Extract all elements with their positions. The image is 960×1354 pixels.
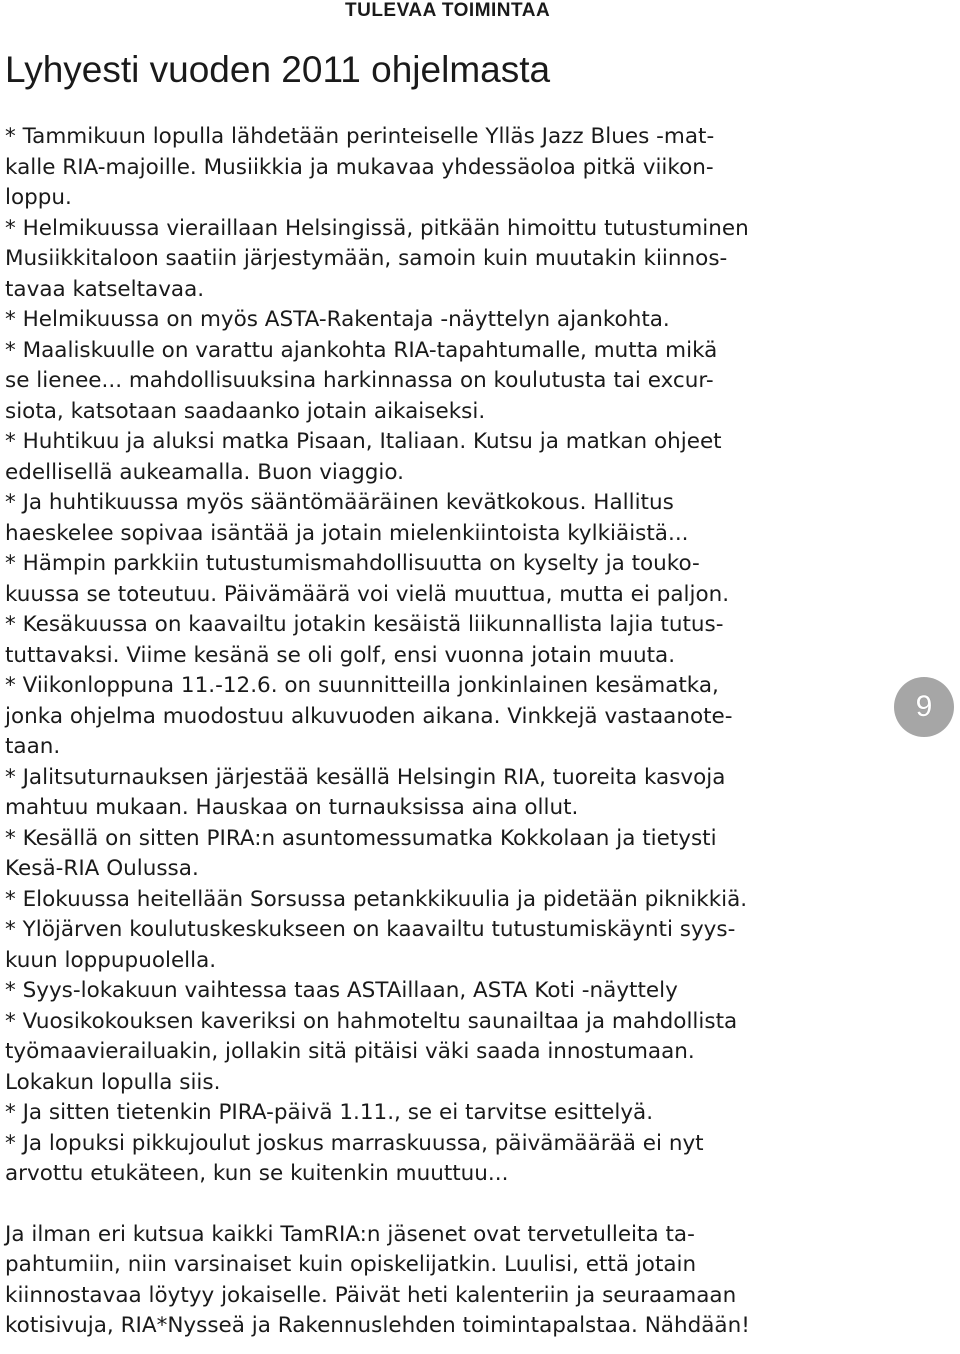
article-heading: Lyhyesti vuoden 2011 ohjelmasta xyxy=(5,49,551,90)
program-item: * Tammikuun lopulla lähdetään perinteiselle Ylläs Jazz Blues -mat- kalle RIA-majoille. Musiikkia ja mukavaa yhdessäoloa pitkä viikon- loppu. xyxy=(5,124,715,210)
closing-paragraph: Ja ilman eri kutsua kaikki TamRIA:n jäsenet ovat tervetulleita ta- pahtumiin, niin varsinaiset kuin opiskelijatkin. Luulisi, että jotain kiinnostavaa löytyy jokaiselle. Päivät heti kalenteriin ja seuraamaan kotisivuja, RIA*Nysseä ja Rakennuslehden toimintapalstaa. Nähdään! xyxy=(5,1221,750,1338)
program-item: * Helmikuussa on myös ASTA-Rakentaja -näyttelyn ajankohta. xyxy=(5,307,670,332)
program-item: * Viikonloppuna 11.-12.6. on suunnitteilla jonkinlainen kesämatka, jonka ohjelma muodostuu alkuvuoden aikana. Vinkkejä vastaanote- taan. xyxy=(5,673,733,759)
program-item: * Jalitsuturnauksen järjestää kesällä Helsingin RIA, tuoreita kasvoja mahtuu mukaan. Hauskaa on turnauksissa aina ollut. xyxy=(5,764,726,820)
program-item: * Hämpin parkkiin tutustumismahdollisuutta on kyselty ja touko- kuussa se toteutuu. Päivämäärä voi vielä muuttua, mutta ei paljon. xyxy=(5,551,730,607)
article-body xyxy=(5,122,885,1342)
section-label: TULEVAA TOIMINTAA xyxy=(345,0,551,21)
program-item: * Kesällä on sitten PIRA:n asuntomessumatka Kokkolaan ja tietysti Kesä-RIA Oulussa. xyxy=(5,825,717,881)
program-item: * Kesäkuussa on kaavailtu jotakin kesäistä liikunnallista lajia tutus- tuttavaksi. Viime kesänä se oli golf, ensi vuonna jotain muuta. xyxy=(5,612,724,668)
program-item: * Ylöjärven koulutuskeskukseen on kaavailtu tutustumiskäynti syys- kuun loppupuolella. xyxy=(5,917,736,973)
program-item: * Ja lopuksi pikkujoulut joskus marraskuussa, päivämäärää ei nyt arvottu etukäteen, kun se kuitenkin muuttuu... xyxy=(5,1130,704,1186)
program-item: * Elokuussa heitellään Sorsussa petankkikuulia ja pidetään piknikkiä. xyxy=(5,886,748,912)
program-item: * Helmikuussa vieraillaan Helsingissä, pitkään himoittu tutustuminen Musiikkitaloon saatiin järjestymään, samoin kuin muutakin kiinnos- tavaa katseltavaa. xyxy=(5,215,749,302)
page-number: 9 xyxy=(915,690,933,723)
program-item: * Huhtikuu ja aluksi matka Pisaan, Italiaan. Kutsu ja matkan ohjeet edellisellä aukeamalla. Buon viaggio. xyxy=(5,429,722,485)
program-item: * Ja sitten tietenkin PIRA-päivä 1.11., se ei tarvitse esittelyä. xyxy=(5,1100,654,1125)
program-item: * Maaliskuulle on varattu ajankohta RIA-tapahtumalle, mutta mikä se lienee... mahdollisuuksina harkinnassa on koulutusta tai excur- siota, katsotaan saadaanko jotain aikaiseksi. xyxy=(5,337,718,424)
program-item: * Ja huhtikuussa myös sääntömääräinen kevätkokous. Hallitus haeskelee sopivaa isäntää ja jotain mielenkiintoista kylkiäistä... xyxy=(5,490,689,546)
program-item: * Vuosikokouksen kaveriksi on hahmoteltu saunailtaa ja mahdollista työmaavierailuakin, jollakin sitä pitäisi väki saada innostumaan. Lokakun lopulla siis. xyxy=(5,1008,738,1095)
page-number-badge xyxy=(893,676,955,738)
program-item: * Syys-lokakuun vaihtessa taas ASTAillaan, ASTA Koti -näyttely xyxy=(5,978,678,1003)
